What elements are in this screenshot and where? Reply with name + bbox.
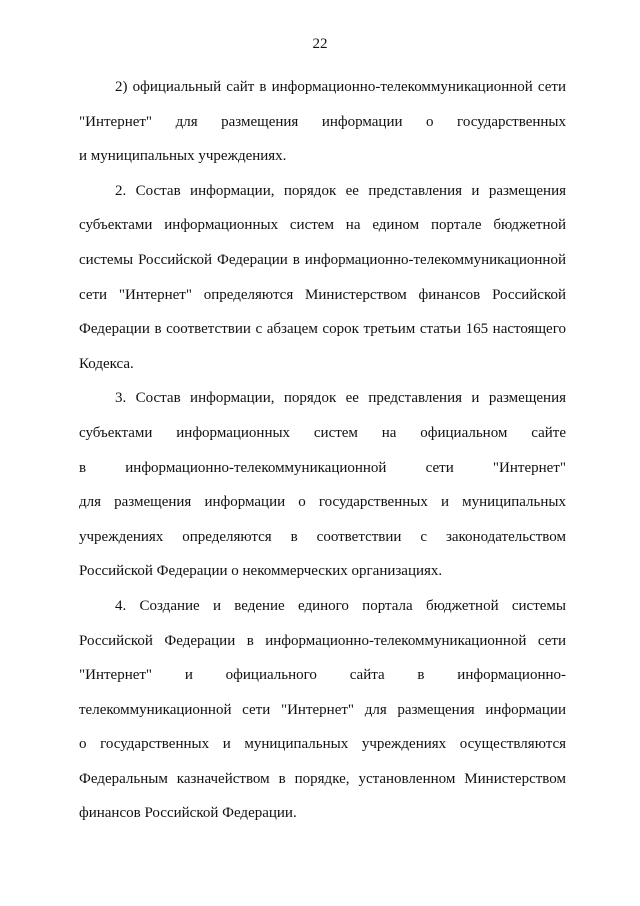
text-line: 4. Создание и ведение единого портала бюджетной системы: [115, 597, 566, 614]
paragraph-3: [79, 381, 566, 589]
text-line: 2) официальный сайт в информационно-телекоммуникационной сети: [115, 79, 566, 95]
text-line: финансов Российской Федерации.: [79, 805, 297, 822]
text-line: в информационно-телекоммуникационной сети "Интернет": [79, 459, 566, 476]
text-line: "Интернет" для размещения информации о государственных: [79, 113, 566, 130]
text-line: и муниципальных учреждениях.: [79, 148, 287, 165]
text-line: Федерации в соответствии с абзацем сорок третьим статьи 165 настоящего: [79, 321, 566, 338]
text-line: Российской Федерации в информационно-телекоммуникационной сети: [79, 632, 566, 649]
text-line: Федеральным казначейством в порядке, установленном Министерством: [79, 770, 566, 787]
text-line: 2. Состав информации, порядок ее представления и размещения: [115, 182, 566, 199]
text-line: 3. Состав информации, порядок ее представления и размещения: [115, 390, 566, 407]
text-line: субъектами информационных систем на едином портале бюджетной: [79, 217, 566, 234]
text-line: Российской Федерации о некоммерческих организациях.: [79, 563, 443, 580]
document-body: [79, 70, 566, 831]
paragraph-2: [79, 174, 566, 382]
paragraph-4: [79, 589, 566, 831]
text-line: для размещения информации о государственных и муниципальных: [79, 494, 566, 511]
text-line: "Интернет" и официального сайта в информационно-: [79, 667, 566, 684]
text-line: телекоммуникационной сети "Интернет" для размещения информации: [79, 701, 566, 718]
text-line: Кодекса.: [79, 355, 134, 372]
paragraph-1: [79, 70, 566, 174]
text-line: системы Российской Федерации в информационно-телекоммуникационной: [79, 251, 566, 268]
text-line: учреждениях определяются в соответствии с законодательством: [79, 528, 566, 545]
page-number: 22: [312, 36, 328, 52]
text-line: сети "Интернет" определяются Министерством финансов Российской: [79, 286, 566, 303]
text-line: субъектами информационных систем на официальном сайте: [79, 424, 566, 441]
text-line: о государственных и муниципальных учреждениях осуществляются: [79, 736, 566, 753]
